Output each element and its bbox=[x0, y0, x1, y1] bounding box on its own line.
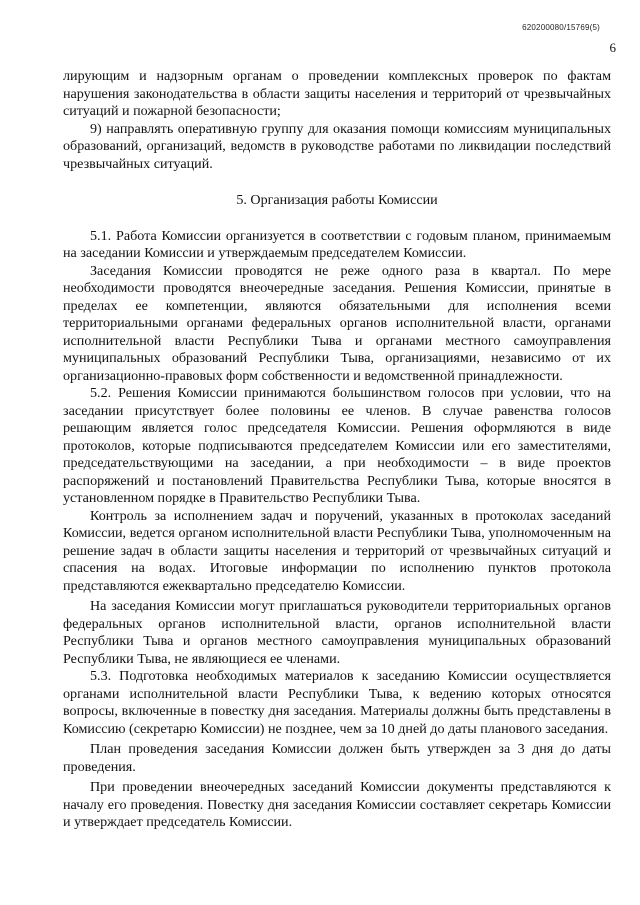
paragraph-extraordinary: При проведении внеочередных заседаний Комиссии документы представляются к началу его проведения. Повестку дня заседания Комиссии составляет секретарь Комиссии и утверждает председатель Комиссии. bbox=[63, 779, 611, 830]
paragraph-meetings: Заседания Комиссии проводятся не реже одного раза в квартал. По мере необходимости проводятся внеочередные заседания. Решения Комиссии, принятые в пределах ее компетенции, являются обязательными для исполнения всеми территориальными органами федеральных органов исполнительной власти, органами исполнительной власти Республики Тыва и органами местного самоуправления муниципальных образований Республики Тыва, организациями, независимо от их организационно-правовых форм собственности и ведомственной принадлежности. bbox=[63, 262, 611, 384]
paragraph-5-3: 5.3. Подготовка необходимых материалов к заседанию Комиссии осуществляется органами исполнительной власти Республики Тыва, к ведению которых относятся вопросы, включенные в повестку дня заседания. Материалы должны быть представлены в Комиссию (секретарю Комиссии) не позднее, чем за 10 дней до даты планового заседания. bbox=[63, 668, 611, 737]
paragraph-invitations: На заседания Комиссии могут приглашаться руководители территориальных органов федеральных органов исполнительной власти, органов исполнительной власти Республики Тыва и органов местного самоуправления муниципальных образований Республики Тыва, не являющиеся ее членами. bbox=[63, 598, 611, 667]
paragraph-continuation: лирующим и надзорным органам о проведении комплексных проверок по фактам нарушения законодательства в области защиты населения и территорий от чрезвычайных ситуаций и пожарной безопасности; bbox=[63, 68, 611, 119]
page-number: 6 bbox=[609, 40, 616, 55]
paragraph-5-2: 5.2. Решения Комиссии принимаются большинством голосов при условии, что на заседании присутствует более половины ее членов. В случае равенства голосов решающим является голос председателя Комиссии. Решения оформляются в виде протоколов, которые подписываются председателем Комиссии или его заместителями, председательствующими на заседании, а при необходимости – в виде проектов распоряжений и постановлений Правительства Республики Тыва, которые вносятся в установленном порядке в Правительство Республики Тыва. bbox=[63, 385, 611, 506]
paragraph-plan: План проведения заседания Комиссии должен быть утвержден за 3 дня до даты проведения. bbox=[63, 741, 611, 775]
document-id: 620200080/15769(5) bbox=[522, 23, 600, 32]
paragraph-5-1: 5.1. Работа Комиссии организуется в соответствии с годовым планом, принимаемым на заседании Комиссии и утверждаемым председателем Комиссии. bbox=[63, 227, 611, 261]
section-title: 5. Организация работы Комиссии bbox=[236, 192, 438, 208]
document-body bbox=[63, 68, 611, 832]
paragraph-control: Контроль за исполнением задач и поручений, указанных в протоколах заседаний Комиссии, ведется органом исполнительной власти Республики Тыва, уполномоченным на решение задач в области защиты населения и территорий от чрезвычайных ситуаций и спасения на водах. Итоговые информации по исполнению пунктов протокола представляются ежеквартально председателю Комиссии. bbox=[63, 507, 611, 594]
paragraph-item-9: 9) направлять оперативную группу для оказания помощи комиссиям муниципальных образований, организаций, ведомств в руководстве работами по ликвидации последствий чрезвычайных ситуаций. bbox=[63, 120, 611, 172]
